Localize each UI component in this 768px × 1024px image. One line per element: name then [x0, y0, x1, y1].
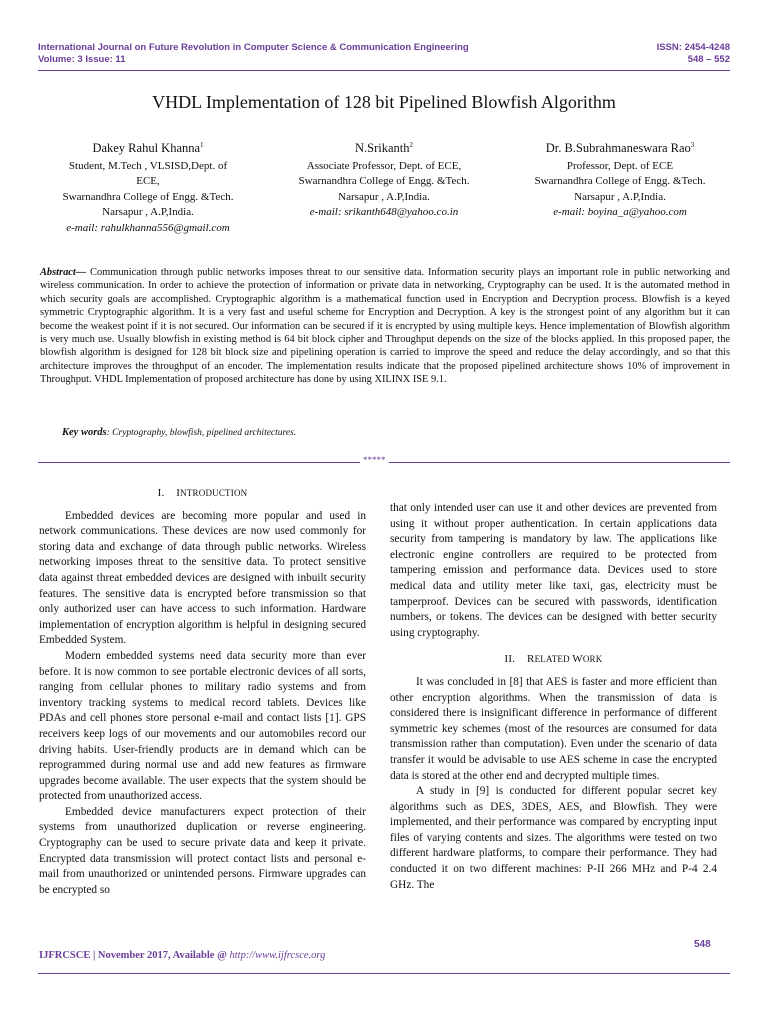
author-name: N.Srikanth$^2$ — [354, 141, 413, 156]
author-affiliation: Narsapur , A.P,India. — [574, 190, 666, 203]
author-affiliation: Narsapur , A.P,India. — [102, 206, 194, 219]
volume-issue: Volume: 3 Issue: 11 — [38, 54, 126, 65]
author-email: e-mail: srikanth648@yahoo.co.in — [309, 206, 459, 219]
author-affiliation: Student, M.Tech , VLSISD,Dept. of — [68, 159, 228, 172]
paragraph: Modern embedded systems need data security more than ever before. It is now common to see portable electronic devices of all sorts, ranging from cellular phones to military radio systems and from inventory tracking systems to medical record tablets. Devices like PDAs and cell phones store personal e-mail and contact lists [1]. GPS receivers keep logs of our movements and our automobiles record our driving habits. User-friendly products are in demand which can be reprogrammed during normal use and add new features as firmware upgrades become available. The user expects that the system should be protected from unauthorized access. — [39, 649, 366, 803]
footer-link[interactable]: http://www.ijfrcsce.org — [229, 950, 326, 961]
author-2 — [266, 138, 502, 236]
abstract-label: Abstract— — [40, 267, 87, 278]
author-affiliation: Swarnandhra College of Engg. &Tech. — [534, 175, 706, 188]
author-affiliation: ECE, — [136, 175, 160, 188]
paragraph: Embedded device manufacturers expect protection of their systems from unauthorized duplication or reverse engineering. Cryptography can be used to secure private data and keep it private. Encrypted data transmission will protect contact lists and personal e-mail from unauthorized or unintended persons. Firmware upgrades can be encrypted so — [39, 805, 366, 896]
issn: ISSN: 2454-4248 — [656, 42, 730, 53]
keywords-label: Key words — [62, 427, 107, 438]
column-left — [39, 486, 366, 898]
keywords-text: : Cryptography, blowfish, pipelined architectures. — [106, 428, 297, 438]
paragraph: Embedded devices are becoming more popular and used in network communications. These devices are now used commonly for storing data and exchange of data through public networks. Wireless networking imposes threat to the sensitive data. To protect sensitive data against threat embedded devices are designed with inbuilt security features. The sensitive data is encrypted before transmission so that only authorized user can have access to such information. Hardware implementation of encryption algorithm is helpful in designing secured Embedded System. — [39, 509, 366, 647]
journal-header — [38, 42, 730, 66]
author-affiliation: Narsapur , A.P,India. — [338, 190, 430, 203]
abstract-text: Communication through public networks imposes threat to our sensitive data. Information security plays an important role in public networking and wireless communication. In order to achieve the protection of information or private data in networking, Cryptography can be used. It is the automated method in which security goals are accomplished. Cryptographic algorithm is a mathematical function used in Encryption and Decryption process. Blowfish is a keyed symmetric Cryptographic algorithm. It is a very fast and useful scheme for Encryption and Decryption. A key is the strongest point of any algorithm but it can become the weakest point if it is not secured. Our information can be secured if it is encrypted by using multiple keys. Hence implementation of Blowfish algorithm is very much use. Usually blowfish in existing method is 64 bit block cipher and Throughput depends on the size of the blocks applied. In this proposed paper, the blowfish algorithm is designed for 128 bit block size and pipelining operation is carried to improve the speed and reduce the delay accordingly, and so that this architecture improves the throughput of an encoder. The implementation results indicate that the proposed pipelined architecture shows 10% of improvement in Throughput. VHDL Implementation of proposed architecture has done by using XILINX ISE 9.1. — [40, 267, 730, 386]
section-heading-introduction: I. INTRODUCTION — [157, 487, 248, 499]
author-name: Dr. B.Subrahmaneswara Rao$^3$ — [545, 141, 695, 156]
keywords — [62, 426, 722, 440]
separator-stars: ***** — [360, 455, 389, 465]
section-heading-related-work: II. RELATED WORK — [504, 653, 603, 666]
paragraph: It was concluded in [8] that AES is faster and more efficient than other encryption algorithms. When the transmission of data is considered there is insignificant difference in performance of different symmetric key schemes (most of the resources are consumed for data transmission rather than computation). Even under the scenario of data transfer it would be advisable to use AES scheme in case the encrypted data is stored at the other end and decrypted multiple times. — [390, 675, 717, 782]
page-range: 548 – 552 — [687, 54, 730, 65]
paragraph: that only intended user can use it and other devices are prevented from using it without proper authentication. In certain applications data security from tampering is mandatory by law. The applications like electronic engine controllers are required to be protected from tampering emission and performance data. Devices used to store medical data and utility meter like taxi, gas, electricity must be tamperproof. Devices can be secured with passwords, identification numbers, or tokens. The devices can be designed with better security using cryptography. — [390, 502, 717, 639]
paper-title: VHDL Implementation of 128 bit Pipelined Blowfish Algorithm — [152, 92, 616, 112]
abstract — [40, 266, 730, 387]
paragraph: A study in [9] is conducted for different popular secret key algorithms such as DES, 3DES, AES, and Blowfish. They were implemented, and their performance was compared by encrypting input files of varying contents and sizes. The algorithms were tested on two different hardware platforms, to compare their performance. They had conducted it on two different machines: P-II 266 MHz and P-4 2.4 GHz. The — [390, 785, 717, 891]
page-number: 548 — [694, 939, 711, 950]
author-email: e-mail: boyina_a@yahoo.com — [553, 206, 687, 219]
author-block — [30, 138, 738, 236]
footer: IJFRCSCE | November 2017, Available @ http://www.ijfrcsce.org — [39, 950, 326, 961]
author-affiliation: Associate Professor, Dept. of ECE, — [306, 159, 462, 172]
author-1 — [30, 138, 266, 236]
author-3 — [502, 138, 738, 236]
author-affiliation: Swarnandhra College of Engg. &Tech. — [62, 190, 234, 203]
author-name: Dakey Rahul Khanna$^1$ — [92, 141, 204, 156]
journal-name: International Journal on Future Revolution in Computer Science & Communication Engineering — [38, 42, 469, 53]
footer-rule — [38, 973, 730, 974]
column-right — [390, 501, 717, 893]
header-rule — [38, 70, 730, 71]
author-affiliation: Swarnandhra College of Engg. &Tech. — [298, 175, 470, 188]
author-email: e-mail: rahulkhanna556@gmail.com — [66, 221, 230, 234]
author-affiliation: Professor, Dept. of ECE — [566, 159, 674, 172]
